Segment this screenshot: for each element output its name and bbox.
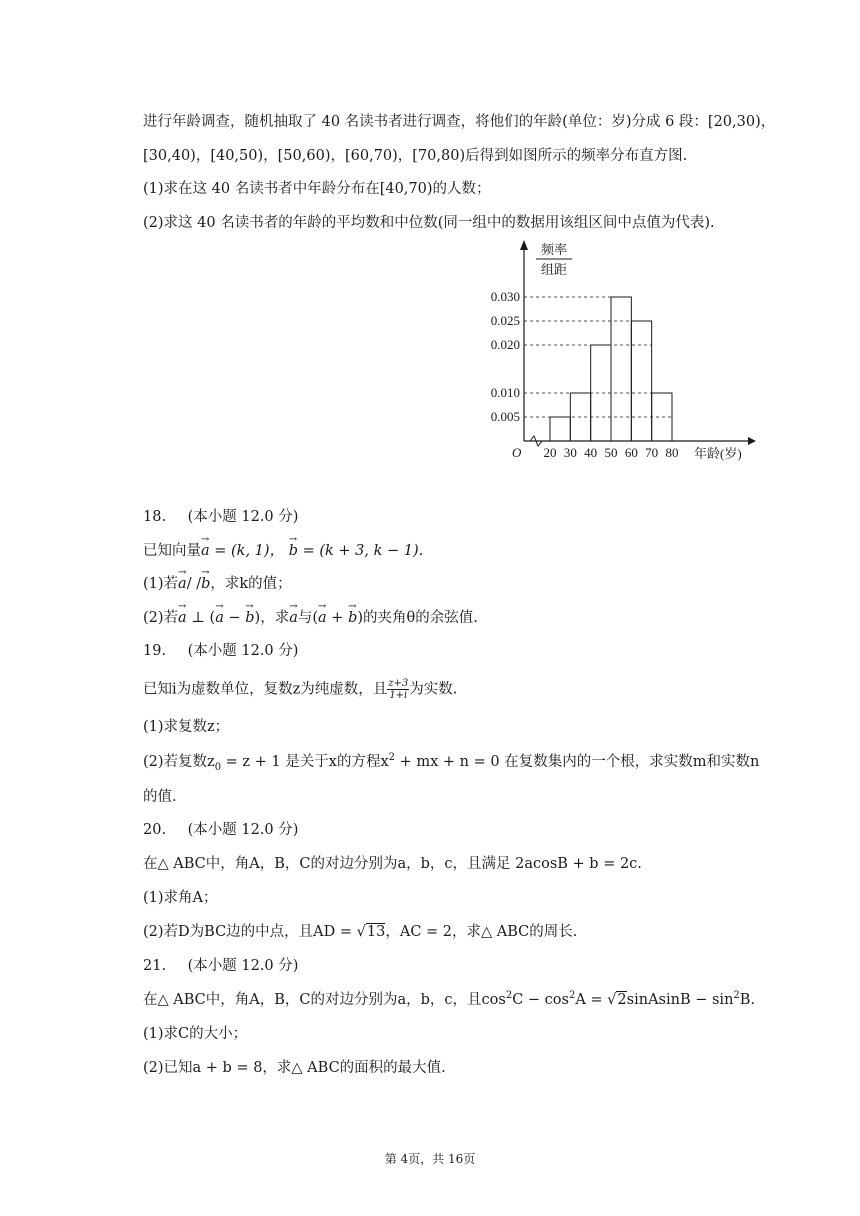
vector-a: → a: [215, 608, 224, 628]
text: A = √: [575, 992, 617, 1008]
math: ⊥ (: [186, 610, 216, 626]
fraction-denominator: 1+i: [389, 690, 408, 701]
vector-b: → b: [201, 574, 210, 594]
question-18-part-1: [143, 574, 292, 594]
text: ，求k的值；: [210, 576, 292, 592]
question-score: (本小题 12.0 分): [187, 822, 299, 838]
fraction: [387, 678, 409, 701]
text: B.: [739, 992, 756, 1008]
frequency-histogram: [490, 236, 760, 466]
question-20-stem: 在△ ABC中，角A，B，C的对边分别为a，b，c，且满足 2acosB + b = 2c.: [143, 856, 642, 872]
x-tick-label: 80: [665, 445, 679, 460]
x-tick-label: 30: [563, 445, 577, 460]
histogram-bar: [611, 297, 631, 441]
problem-text-line-2: [30,40)，[40,50)，[50,60)，[60,70)，[70,80)后得到如图所示的频率分布直方图.: [143, 148, 688, 164]
question-number: 20.: [143, 822, 167, 838]
problem-question-2: (2)求这 40 名读书者的年龄的平均数和中位数(同一组中的数据用该组区间中点值为代表).: [143, 215, 715, 231]
subscript: 0: [214, 761, 222, 773]
question-21-part-1: (1)求C的大小；: [143, 1026, 248, 1042]
text: (2)若复数z: [143, 754, 215, 770]
question-21-part-2: (2)已知a + b = 8，求△ ABC的面积的最大值.: [143, 1060, 446, 1076]
question-19-part-2-cont: 的值.: [143, 789, 177, 805]
text: 为实数.: [409, 681, 458, 698]
histogram-bar: [591, 345, 611, 441]
question-19-stem: [143, 678, 457, 701]
problem-question-1: (1)求在这 40 名读书者中年龄分布在[40,70)的人数；: [143, 181, 491, 197]
text: )，求: [254, 610, 290, 626]
vector-b: → b: [348, 608, 357, 628]
parallel-symbol: / /: [186, 576, 202, 592]
vector-b: → b: [289, 541, 298, 561]
superscript: 2: [388, 752, 396, 764]
question-number: 19.: [143, 643, 167, 659]
text: + mx + n = 0 在复数集内的一个根，求实数m和实数n: [395, 754, 760, 770]
y-axis-arrow: [520, 240, 528, 250]
question-20-header: [143, 820, 298, 840]
question-20-part-1: (1)求角A；: [143, 890, 218, 906]
question-18-header: [143, 507, 298, 527]
y-tick-label: 0.020: [490, 337, 520, 352]
question-19-part-2: [143, 752, 759, 772]
question-18-stem: [143, 541, 423, 561]
math: = (k + 3, k − 1).: [302, 543, 424, 559]
vector-a: → a: [201, 541, 210, 561]
question-18-part-2: [143, 608, 478, 628]
vector-a: → a: [178, 608, 187, 628]
text: 在△ ABC中，角A，B，C的对边分别为a，b，c，且cos: [143, 992, 506, 1008]
text: 与(: [297, 610, 319, 626]
x-axis-arrow: [748, 437, 756, 445]
math: = (k, 1)，: [214, 543, 285, 559]
y-axis-label-top: 频率: [540, 242, 568, 257]
question-21-stem: [143, 990, 755, 1010]
x-tick-label: 50: [604, 445, 618, 460]
question-19-header: [143, 641, 298, 661]
superscript: 2: [568, 990, 576, 1002]
text: (1)若: [143, 576, 179, 592]
text: ，AC = 2，求△ ABC的周长.: [385, 924, 578, 940]
y-tick-label: 0.010: [490, 385, 520, 400]
vector-b: → b: [245, 608, 254, 628]
text: sinAsinB − sin: [626, 992, 734, 1008]
text: 已知i为虚数单位，复数z为纯虚数，且: [143, 681, 388, 698]
text: = z + 1 是关于x的方程x: [221, 754, 389, 770]
text: 已知向量: [143, 543, 201, 559]
superscript: 2: [505, 990, 513, 1002]
problem-text-line-1: 进行年龄调查，随机抽取了 40 名读书者进行调查，将他们的年龄(单位：岁)分成 6 段：[20,30)，: [143, 114, 776, 130]
question-score: (本小题 12.0 分): [187, 509, 299, 525]
math: −: [223, 610, 246, 626]
superscript: 2: [733, 990, 740, 1002]
vector-a: → a: [318, 608, 327, 628]
vector-a: → a: [289, 608, 298, 628]
origin-label: O: [512, 445, 522, 460]
question-score: (本小题 12.0 分): [187, 643, 299, 659]
radicand: 13: [366, 924, 386, 940]
x-tick-label: 70: [645, 445, 659, 460]
x-tick-label: 20: [543, 445, 557, 460]
radicand: 2: [617, 992, 627, 1008]
y-tick-label: 0.030: [490, 289, 520, 304]
math: +: [326, 610, 349, 626]
text: (2)若D为BC边的中点，且AD = √: [143, 924, 366, 940]
histogram-bar: [550, 417, 570, 441]
text: C − cos: [512, 992, 569, 1008]
fraction-numerator: z+3: [388, 678, 409, 689]
question-number: 18.: [143, 509, 167, 525]
text: )的夹角θ的余弦值.: [357, 610, 478, 626]
question-20-part-2: [143, 922, 577, 942]
y-tick-label: 0.005: [490, 409, 520, 424]
question-21-header: [143, 956, 298, 976]
y-tick-label: 0.025: [490, 313, 520, 328]
x-axis-label: 年龄(岁): [694, 446, 742, 461]
text: (2)若: [143, 610, 179, 626]
page-footer: 第 4页，共 16页: [384, 1152, 476, 1166]
question-number: 21.: [143, 958, 167, 974]
question-19-part-1: (1)求复数z；: [143, 719, 230, 735]
x-tick-label: 40: [584, 445, 598, 460]
histogram-bar: [631, 321, 651, 441]
vector-a: → a: [178, 574, 187, 594]
x-tick-label: 60: [624, 445, 638, 460]
y-axis-label-bottom: 组距: [540, 262, 568, 277]
question-score: (本小题 12.0 分): [187, 958, 299, 974]
